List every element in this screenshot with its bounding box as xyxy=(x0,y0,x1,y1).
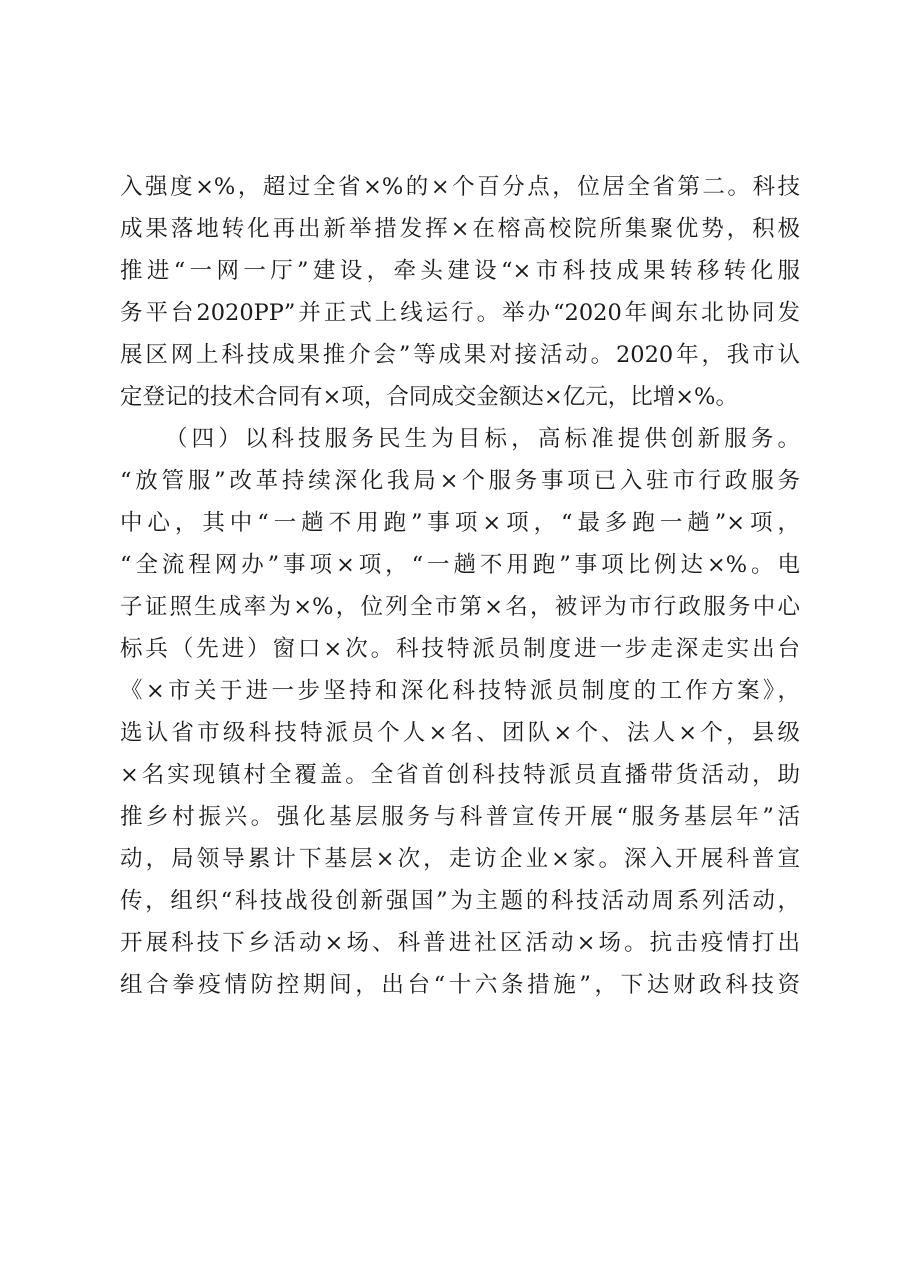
text-line: “放管服”改革持续深化我局×个服务事项已入驻市行政服务 xyxy=(120,468,800,494)
text-line: 展区网上科技成果推介会”等成果对接活动。2020年，我市认 xyxy=(120,342,800,368)
text-line: 成果落地转化再出新举措发挥×在榕高校院所集聚优势，积极 xyxy=(120,216,800,242)
text-line: 开展科技下乡活动×场、科普进社区活动×场。抗击疫情打出 xyxy=(120,930,800,956)
text-line: 传，组织“科技战役创新强国”为主题的科技活动周系列活动， xyxy=(120,888,800,914)
text-line: 子证照生成率为×%，位列全市第×名，被评为市行政服务中心 xyxy=(120,594,800,620)
text-line: 选认省市级科技特派员个人×名、团队×个、法人×个，县级 xyxy=(120,720,800,746)
text-line: ×名实现镇村全覆盖。全省首创科技特派员直播带货活动，助 xyxy=(120,762,800,788)
text-line: 入强度×%，超过全省×%的×个百分点，位居全省第二。科技 xyxy=(120,174,800,200)
text-line: 中心，其中“一趟不用跑”事项×项，“最多跑一趟”×项， xyxy=(120,510,800,536)
text-line: 动，局领导累计下基层×次，走访企业×家。深入开展科普宣 xyxy=(120,846,800,872)
text-line: 标兵（先进）窗口×次。科技特派员制度进一步走深走实出台 xyxy=(120,636,800,662)
text-line: 务平台2020PP”并正式上线运行。举办“2020年闽东北协同发 xyxy=(120,300,800,326)
section-heading: （四）以科技服务民生为目标，高标准提供创新服务。 xyxy=(165,426,800,452)
text-line: 推乡村振兴。强化基层服务与科普宣传开展“服务基层年”活 xyxy=(120,804,800,830)
document-body xyxy=(120,166,800,1006)
text-line: 定登记的技术合同有×项，合同成交金额达×亿元，比增×%。 xyxy=(120,384,738,410)
text-line: 组合拳疫情防控期间，出台“十六条措施”，下达财政科技资 xyxy=(120,972,800,998)
text-line: 推进“一网一厅”建设，牵头建设“×市科技成果转移转化服 xyxy=(120,258,800,284)
text-line: “全流程网办”事项×项，“一趟不用跑”事项比例达×%。电 xyxy=(120,552,800,578)
text-line: 《×市关于进一步坚持和深化科技特派员制度的工作方案》， xyxy=(120,678,800,704)
